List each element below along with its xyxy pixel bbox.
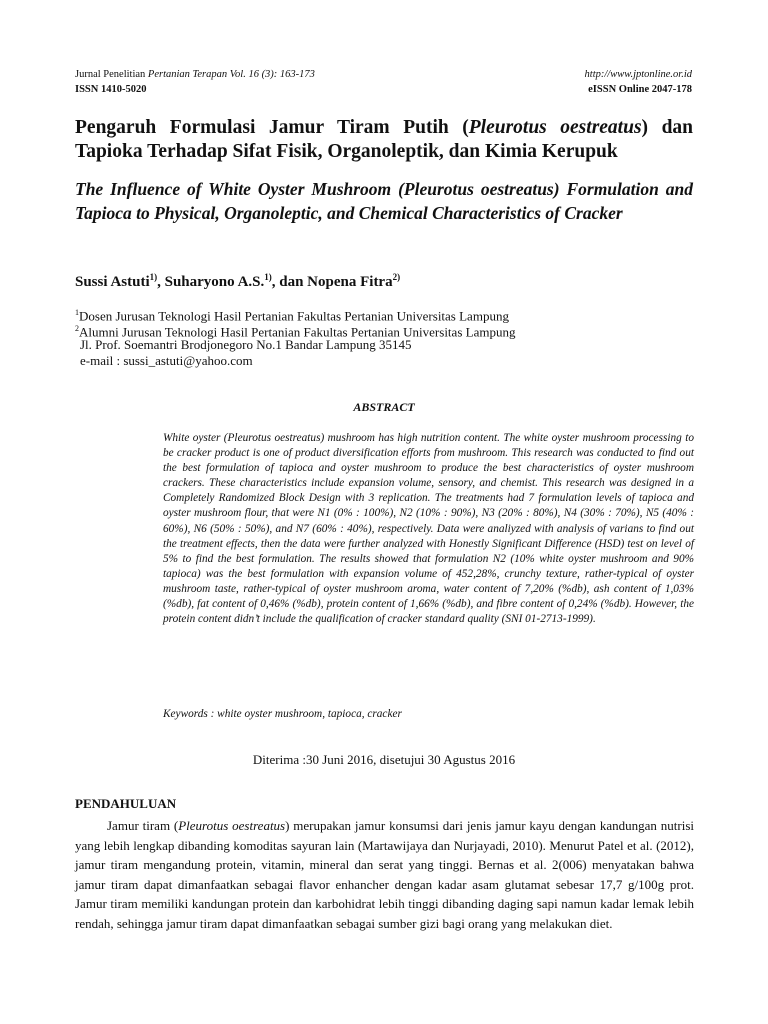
author-1: Sussi Astuti bbox=[75, 274, 150, 290]
journal-url[interactable]: http://www.jptonline.or.id bbox=[584, 69, 692, 80]
intro-text-2: ) merupakan jamur konsumsi dari jenis jamur kayu dengan kandungan nutrisi yang lebih lengkap dibanding komoditas sayuran lain (Martawijaya dan Nurjayadi, 2010). Menurut Patel et al. (2012), jamur tiram mengandung protein, vitamin, mineral dan serat yang tinggi. Bernas et al. 2(006) menyatakan bahwa jamur tiram dapat dimanfaatkan sebagai flavor enhancher dengan kadar asam glutamat sebesar 17,7 g/100g prot. Jamur tiram memiliki kandungan protein dan karbohidrat lebih tinggi dibanding daging sapi namun kadar lemak lebih rendah, sehingga jamur tiram dapat dimanfaatkan sebagai sumber gizi bagi orang yang melakukan diet. bbox=[75, 818, 695, 931]
abstract-body: White oyster (Pleurotus oestreatus) mushroom has high nutrition content. The white oyster mushroom processing to be cracker product is one of product diversification efforts from mushroom. This research was conducted to find out the best formulation of tapioca and oyster mushroom to produce the best characteristics of oyster mushroom crackers. These characteristics include expansion volume, sensory, and chemist. This research was designed in a Completely Randomized Block Design with 3 replication. The treatments had 7 formulation levels of tapioca and oyster mushroom flour, that were N1 (0% : 100%), N2 (10% : 90%), N3 (20% : 80%), N4 (30% : 70%), N5 (40% : 60%), N6 (50% : 50%), and N7 (60% : 40%), respectively. Data were analiyzed with analysis of varians to find out the treatment effects, then the data were further analyzed with Honestly Significant Difference (HSD) test on level of 5% to find the best formulation. The results showed that formulation N2 (10% white oyster mushroom and 90% tapioca) was the best formulation with expansion volume of 452,28%, crunchy texture, rather-typical of oyster mushroom taste, rather-typical of oyster mushroom aroma, water content of 7,20% (%db), ash content of 1,03% (%db), fat content of 0,46% (%db), protein content of 1,66% (%db), and fibre content of 0,24% (%db). However, the protein content didn’t include the qualification of cracker standard quality (SNI 01-2713-1999). bbox=[163, 432, 694, 626]
affiliation-2-text: Alumni Jurusan Teknologi Hasil Pertanian Fakultas Pertanian Universitas Lampung bbox=[79, 324, 516, 340]
address: Jl. Prof. Soemantri Brodjonegoro No.1 Bandar Lampung 35145 bbox=[80, 337, 412, 352]
email[interactable]: e-mail : sussi_astuti@yahoo.com bbox=[80, 353, 253, 368]
journal-name: Pertanian Terapan Vol. 16 (3): 163-173 bbox=[147, 69, 315, 80]
eissn: eISSN Online 2047-178 bbox=[588, 84, 692, 95]
intro-species: Pleurotus oestreatus bbox=[178, 818, 286, 833]
affiliation-1-text: Dosen Jurusan Teknologi Hasil Pertanian Fakultas Pertanian Universitas Lampung bbox=[79, 308, 509, 324]
author-2-affiliation-mark: 1) bbox=[264, 272, 272, 282]
introduction-paragraph bbox=[75, 816, 694, 934]
keywords: Keywords : white oyster mushroom, tapioca, cracker bbox=[163, 708, 402, 720]
author-3-affiliation-mark: 2) bbox=[392, 272, 401, 282]
title-indonesian bbox=[75, 116, 693, 164]
author-1-affiliation-mark: 1) bbox=[149, 272, 158, 282]
abstract-heading: ABSTRACT bbox=[353, 400, 415, 414]
section-heading-introduction: PENDAHULUAN bbox=[75, 796, 177, 811]
title-id-part-1: Pengaruh Formulasi Jamur Tiram Putih ( bbox=[75, 117, 469, 138]
authors bbox=[75, 272, 400, 291]
title-id-species: Pleurotus oestreatus bbox=[468, 117, 642, 138]
title-english: The Influence of White Oyster Mushroom (Pleurotus oestreatus) Formulation and Tapioca to Physical, Organoleptic, and Chemical Characteristics of Cracker bbox=[75, 179, 693, 223]
journal-prefix: Jurnal Penelitian bbox=[75, 69, 148, 80]
author-3: , dan Nopena Fitra bbox=[271, 274, 393, 290]
author-2: , Suharyono A.S. bbox=[157, 274, 265, 290]
intro-text-1: Jamur tiram ( bbox=[107, 818, 179, 833]
journal-citation bbox=[75, 68, 315, 81]
title-id-part-2: ) dan Tapioka Terhadap Sifat Fisik, Organoleptik, dan Kimia Kerupuk bbox=[75, 117, 694, 162]
issn: ISSN 1410-5020 bbox=[75, 84, 147, 95]
affiliation-2-mark: 2 bbox=[75, 324, 79, 333]
affiliation-1-mark: 1 bbox=[75, 308, 79, 317]
received-date: Diterima :30 Juni 2016, disetujui 30 Agustus 2016 bbox=[252, 752, 516, 767]
